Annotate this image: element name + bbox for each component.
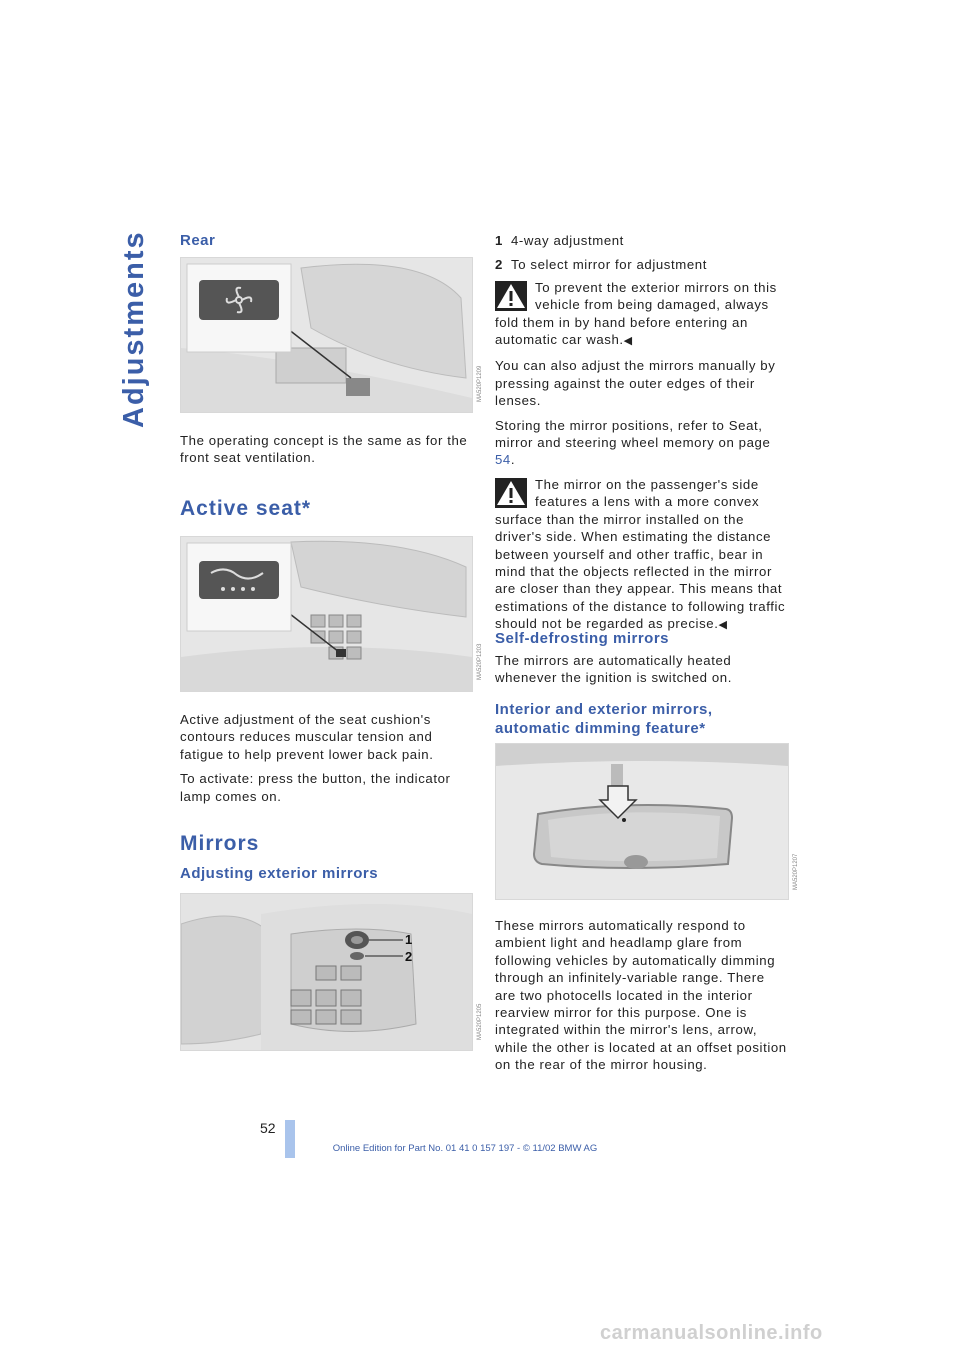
warning-block-1 [495,279,787,351]
page-link-54[interactable]: 54 [495,452,511,468]
figure-code-4: MA520P1207 [793,853,799,890]
list-item-1 [495,232,787,249]
rear-text: The operating concept is the same as for the front seat ventilation. [180,433,468,466]
storing-text-end: . [510,452,516,468]
rear-ventilation-illustration [181,258,472,412]
rearview-mirror-illustration [496,744,788,899]
mirrors-heading-wrap [180,832,470,856]
active-seat-heading: Active seat* [180,497,312,520]
dimming-section [495,700,787,738]
self-defrost-heading: Self-defrosting mirrors [495,630,670,647]
adjusting-heading-wrap [180,864,470,883]
active-seat-heading-wrap [180,497,470,521]
dimming-text-block [495,917,787,1074]
active-seat-p2: To activate: press the button, the indicator lamp comes on. [180,771,451,804]
end-mark-1: ◀ [623,335,633,348]
end-mark-2: ◀ [718,619,728,632]
self-defrost-section [495,629,787,687]
self-defrost-text: The mirrors are automatically heated whenever the ignition is switched on. [495,653,732,686]
storing-text [495,417,787,469]
figure-code: MA520P1209 [477,365,483,402]
rear-ventilation-figure [180,257,473,413]
dimming-text: These mirrors automatically respond to ambient light and headlamp glare from following vehicles by automatically dimming through an infinitely-variable range. There are two photocells located in the interior rearview mirror for this purpose. One is integrated within the mirror's lens, arrow, while the other is located at an offset position on the rear of the mirror housing. [495,918,787,1073]
manual-adjust-text: You can also adjust the mirrors manually by pressing against the outer edges of their lenses. [495,358,776,409]
figure-code-2: MA520P1203 [477,643,483,680]
item-1-text: 4-way adjustment [511,233,624,248]
footer-text: Online Edition for Part No. 01 41 0 157 197 - © 11/02 BMW AG [332,1143,598,1154]
fig-label-2: 2 [405,949,413,964]
figure-code-3: MA520P1205 [477,1003,483,1040]
rear-text-block [180,432,470,467]
section-side-title [118,228,158,428]
warning-2-text: The mirror on the passenger's side features a lens with a more convex surface than the mirror installed on the driver's side. When estimating the distance between yourself and other traffic, bear in mind that the objects reflected in the mirror are closer than they appear. This means that estimations of the distance to following traffic should not be regarded as precise. [495,476,786,632]
storing-text-body: Storing the mirror positions, refer to Seat, mirror and steering wheel memory on page [495,417,771,451]
rearview-mirror-figure [495,743,789,900]
active-seat-text-block [180,711,470,805]
warning-icon [495,281,527,311]
item-2-text: To select mirror for adjustment [511,257,707,273]
side-title-text: Adjustments [118,230,150,428]
active-seat-p1: Active adjustment of the seat cushion's contours reduces muscular tension and fatigue to help prevent lower back pain. [180,712,434,762]
fig-label-1: 1 [405,932,413,947]
right-column [495,232,787,635]
watermark: carmanualsonline.info [600,1322,823,1344]
mirror-switch-illustration [181,894,472,1050]
page-number: 52 [260,1120,276,1136]
item-2-number: 2 [495,257,503,273]
warning-icon-2 [495,478,527,508]
warning-1-text: To prevent the exterior mirrors on this vehicle from being damaged, always fold them in by hand before entering an automatic car wash. [495,279,777,348]
mirrors-heading: Mirrors [180,832,260,855]
warning-block-2 [495,476,787,635]
rear-heading: Rear [180,232,216,249]
list-item-2 [495,256,787,273]
active-seat-illustration [181,537,472,691]
dimming-heading: Interior and exterior mirrors, automatic dimming feature* [495,701,713,737]
mirror-switch-figure [180,893,473,1051]
active-seat-figure [180,536,473,692]
item-1-number: 1 [495,233,503,248]
adjusting-mirrors-heading: Adjusting exterior mirrors [180,865,379,882]
rear-heading-wrap [180,232,470,249]
footer [0,1143,960,1154]
